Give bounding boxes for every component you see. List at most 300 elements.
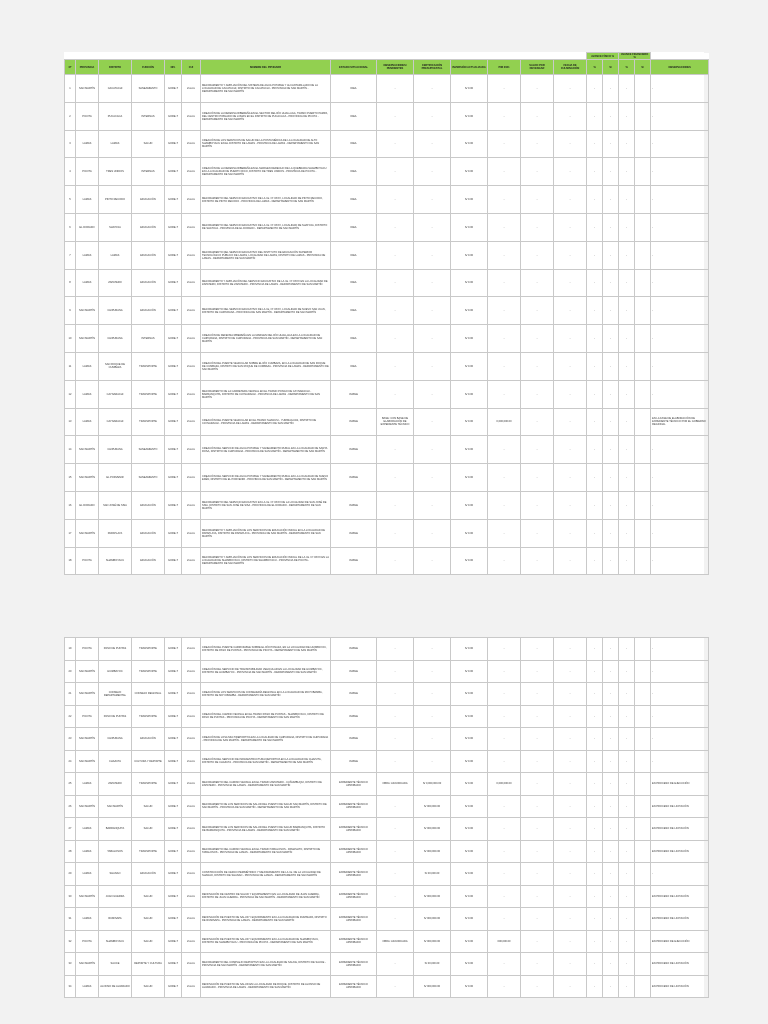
- table-cell: EXPEDIENTE TÉCNICO APROBADO: [331, 908, 377, 931]
- table-cell: MEJORAMIENTO DEL SERVICIO EDUCATIVO DE LA I.E. Nº 0XXX, LOCALIDAD DE SHATOJA, DISTRITO DE SHATOJA - PROVINCIA DE EL DORADO - DEPARTAMENTO DE SAN MARTÍN: [201, 213, 331, 241]
- table-cell: -: [377, 325, 414, 353]
- table-cell: -: [377, 638, 414, 661]
- table-cell: 2xxxxx: [182, 818, 201, 841]
- table-cell: CREACIÓN DE LOS SERVICIOS DE SALUD DE LA POSTA MÉDICA DE LA LOCALIDAD DE ALTO SHAMBOYACU EN EL DISTRITO DE LAMAS - PROVINCIA DE LAMAS - DEPARTAMENTO DE SAN MARTÍN: [201, 130, 331, 158]
- table-cell: JUAN GUERRA: [99, 885, 132, 908]
- table-cell: [635, 436, 651, 464]
- table-cell: -: [554, 885, 587, 908]
- table-cell: 29: [65, 863, 76, 886]
- table-cell: 2xxxxx: [182, 491, 201, 519]
- table-cell: -: [603, 436, 619, 464]
- table-cell: -: [619, 241, 635, 269]
- table-cell: GORE-T: [165, 953, 182, 976]
- table-cell: VIABLE: [331, 660, 377, 683]
- table-cell: EXPEDIENTE TÉCNICO APROBADO: [331, 795, 377, 818]
- table-cell: DEPORTE Y CULTURA: [132, 953, 165, 976]
- table-cell: GORE-T: [165, 519, 182, 547]
- table-cell: -: [587, 213, 603, 241]
- table-cell: [635, 241, 651, 269]
- table-cell: -: [554, 773, 587, 796]
- table-cell: RUMISAPA: [99, 908, 132, 931]
- table-cell: GORE-T: [165, 818, 182, 841]
- table-cell: -: [414, 352, 451, 380]
- table-cell: -: [414, 519, 451, 547]
- table-cell: PAPAPLAYA: [99, 519, 132, 547]
- table-cell: -: [488, 130, 521, 158]
- column-header: %: [587, 60, 603, 75]
- table-cell: -: [521, 241, 554, 269]
- table-cell: -: [619, 352, 635, 380]
- table-cell: -: [521, 547, 554, 575]
- table-cell: BASE: CON BASE DE ELABORACIÓN DE EXPEDIENTE TÉCNICO: [377, 408, 414, 436]
- column-header: ESTADO SITUACIONAL: [331, 60, 377, 75]
- table-cell: GORE-T: [165, 325, 182, 353]
- table-cell: 24: [65, 750, 76, 773]
- table-cell: -: [651, 352, 709, 380]
- table-cell: -: [587, 464, 603, 492]
- table-cell: -: [488, 325, 521, 353]
- table-cell: -: [603, 186, 619, 214]
- table-cell: [635, 547, 651, 575]
- table-cell: -: [377, 519, 414, 547]
- table-cell: -: [554, 241, 587, 269]
- table-cell: MEJORAMIENTO Y AMPLIACIÓN DEL SERVICIO EDUCATIVO DE LA I.E. Nº 0XXX EN LA LOCALIDAD DE ZAPATERO, DISTRITO DE ZAPATERO - PROVINCIA DE LAMAS - DEPARTAMENTO DE SAN MARTÍN: [201, 269, 331, 297]
- table-cell: -: [554, 464, 587, 492]
- table-cell: [635, 519, 651, 547]
- table-cell: -: [488, 491, 521, 519]
- table-cell: -: [554, 863, 587, 886]
- table-cell: -: [414, 638, 451, 661]
- table-cell: -: [619, 464, 635, 492]
- table-cell: -: [651, 325, 709, 353]
- table-cell: -: [603, 130, 619, 158]
- table-cell: -: [603, 908, 619, 931]
- table-cell: 2xxxxx: [182, 408, 201, 436]
- table-cell: SHAMBOYACU: [99, 930, 132, 953]
- table-row: [65, 158, 709, 186]
- table-cell: -: [414, 325, 451, 353]
- table-cell: -: [554, 213, 587, 241]
- table-row: [65, 352, 709, 380]
- table-cell: EN PROCESO DE LICITACIÓN: [651, 840, 709, 863]
- table-cell: GORE-T: [165, 241, 182, 269]
- table-cell: 5: [65, 186, 76, 214]
- table-cell: -: [619, 885, 635, 908]
- table-cell: -: [414, 491, 451, 519]
- table-cell: MEJORAMIENTO Y AMPLIACIÓN DE LOS SERVICIOS DE EDUCACIÓN INICIAL DE LA I.E. Nº 0XXX EN LA LOCALIDAD DE SHAMBOYACU, DISTRITO DE SHAMBOYACU - PROVINCIA DE PICOTA - DEPARTAMENTO DE SAN MARTÍN: [201, 547, 331, 575]
- table-cell: -: [377, 158, 414, 186]
- column-header: CERTIFICACIÓN PRESUPUESTAL: [414, 60, 451, 75]
- table-cell: 26: [65, 795, 76, 818]
- table-cell: -: [587, 908, 603, 931]
- table-cell: 000,000.00: [488, 930, 521, 953]
- table-cell: -: [619, 975, 635, 998]
- table-cell: EDUCACIÓN: [132, 491, 165, 519]
- table-row: [65, 102, 709, 130]
- table-cell: -: [619, 930, 635, 953]
- table-cell: GORE-T: [165, 408, 182, 436]
- table-row: [65, 773, 709, 796]
- table-cell: 2xxxxx: [182, 683, 201, 706]
- table-cell: CREACIÓN DE LOSA MULTIDEPORTIVA EN LA LOCALIDAD DE CHIPURANA, DISTRITO DE CHIPURANA - PROVINCIA DE SAN MARTÍN - DEPARTAMENTO DE SAN MARTÍN: [201, 728, 331, 751]
- table-cell: -: [619, 953, 635, 976]
- table-cell: SAN MARTÍN: [76, 728, 99, 751]
- table-cell: SALUD: [132, 930, 165, 953]
- table-row: [65, 975, 709, 998]
- table-cell: -: [554, 840, 587, 863]
- table-cell: -: [587, 241, 603, 269]
- table-cell: -: [488, 158, 521, 186]
- table-cell: -: [414, 241, 451, 269]
- table-cell: SHANAO: [99, 863, 132, 886]
- table-cell: -: [619, 75, 635, 103]
- table-cell: 7: [65, 241, 76, 269]
- table-cell: -: [651, 638, 709, 661]
- table-cell: S/ 000,000.00: [414, 930, 451, 953]
- table-cell: -: [554, 953, 587, 976]
- table-cell: 2xxxxx: [182, 728, 201, 751]
- table-cell: -: [377, 863, 414, 886]
- table-cell: VIABLE: [331, 728, 377, 751]
- table-cell: [635, 408, 651, 436]
- table-cell: TRES UNIDOS: [99, 158, 132, 186]
- table-cell: -: [587, 638, 603, 661]
- table-cell: -: [619, 863, 635, 886]
- table-cell: [635, 158, 651, 186]
- table-cell: EXPEDIENTE TÉCNICO APROBADO: [331, 975, 377, 998]
- table-cell: 25: [65, 773, 76, 796]
- table-cell: -: [619, 102, 635, 130]
- table-cell: -: [521, 773, 554, 796]
- table-cell: VIABLE: [331, 705, 377, 728]
- table-cell: 22: [65, 705, 76, 728]
- table-cell: 2: [65, 102, 76, 130]
- table-cell: -: [414, 213, 451, 241]
- table-row: [65, 683, 709, 706]
- table-cell: CAYNARACHI: [99, 380, 132, 408]
- table-cell: 12: [65, 380, 76, 408]
- table-cell: -: [603, 683, 619, 706]
- table-cell: -: [587, 750, 603, 773]
- table-cell: -: [587, 519, 603, 547]
- table-cell: S/ 0.00: [451, 773, 488, 796]
- header-avance-financiero: AVANCE FINANCIERO %: [619, 53, 651, 60]
- table-cell: GORE-T: [165, 840, 182, 863]
- table-cell: CREACIÓN DE LA DEFENSA RIBEREÑA EN EL SECTOR DEL RÍO HUALLAGA, TRAMO PUERTO PAMPA, DEL CENTRO POBLADO DE LOMAS EN EL DISTRITO DE PUCACACA - PROVINCIA DE PICOTA - DEPARTAMENTO DE SAN MARTÍN: [201, 102, 331, 130]
- table-cell: [635, 464, 651, 492]
- table-cell: GORE-T: [165, 660, 182, 683]
- table-cell: -: [377, 297, 414, 325]
- table-cell: -: [488, 102, 521, 130]
- table-cell: -: [603, 380, 619, 408]
- table-cell: -: [554, 380, 587, 408]
- table-cell: -: [587, 975, 603, 998]
- table-cell: -: [414, 158, 451, 186]
- table-cell: -: [619, 795, 635, 818]
- table-cell: [635, 840, 651, 863]
- column-header: DISTRITO: [99, 60, 132, 75]
- table-cell: 13: [65, 408, 76, 436]
- table-cell: GORE-T: [165, 750, 182, 773]
- table-cell: -: [377, 380, 414, 408]
- table-cell: VIABLE: [331, 638, 377, 661]
- table-cell: -: [377, 547, 414, 575]
- table-cell: -: [587, 863, 603, 886]
- table-cell: -: [651, 728, 709, 751]
- column-header: PROVINCIA: [76, 60, 99, 75]
- table-cell: GORE-T: [165, 186, 182, 214]
- table-body-page-2: [65, 638, 709, 998]
- table-cell: 2xxxxx: [182, 325, 201, 353]
- table-cell: 2xxxxx: [182, 380, 201, 408]
- table-cell: -: [619, 436, 635, 464]
- table-cell: LAMAS: [76, 380, 99, 408]
- table-cell: -: [587, 436, 603, 464]
- table-cell: S/ 0.00: [451, 213, 488, 241]
- table-cell: CREACIÓN DE LA DEFENSA RIBEREÑA EN EL MARGEN DERECHO DE LA QUEBRADA SHAMBOYACU EN LA LOCALIDAD DE PUERTO RICO, DISTRITO DE TRES UNIDOS - PROVINCIA DE PICOTA - DEPARTAMENTO DE SAN MARTÍN: [201, 158, 331, 186]
- table-cell: -: [619, 380, 635, 408]
- table-row: [65, 213, 709, 241]
- table-cell: 2xxxxx: [182, 269, 201, 297]
- table-cell: VIABLE: [331, 750, 377, 773]
- table-cell: PICOTA: [76, 930, 99, 953]
- table-cell: PASO DE PUNTAS: [99, 705, 132, 728]
- table-cell: -: [603, 75, 619, 103]
- table-cell: HUIMBAYOC: [99, 660, 132, 683]
- table-cell: CACATACHI: [99, 75, 132, 103]
- table-cell: [635, 352, 651, 380]
- table-cell: -: [587, 380, 603, 408]
- table-cell: LAMAS: [76, 241, 99, 269]
- table-cell: S/ 0.00: [451, 547, 488, 575]
- table-cell: GORE-T: [165, 930, 182, 953]
- column-header: Nº: [65, 60, 76, 75]
- table-cell: [635, 953, 651, 976]
- table-cell: -: [521, 908, 554, 931]
- table-cell: GORE-T: [165, 213, 182, 241]
- table-cell: S/ 0.00: [451, 186, 488, 214]
- table-cell: CREACIÓN DE DEFENSA RIBEREÑA EN LA MARGEN DEL RÍO HUALLAGA EN LA LOCALIDAD DE CHIPURANA, DISTRITO DE CHIPURANA - PROVINCIA DE SAN MARTÍN - DEPARTAMENTO DE SAN MARTÍN: [201, 325, 331, 353]
- table-cell: SAN MARTÍN: [76, 75, 99, 103]
- table-cell: -: [414, 186, 451, 214]
- table-cell: -: [651, 297, 709, 325]
- table-row: [65, 885, 709, 908]
- table-cell: 2xxxxx: [182, 660, 201, 683]
- table-cell: SAN MARTÍN: [76, 519, 99, 547]
- header-spacer: [65, 53, 587, 60]
- table-cell: MEJORAMIENTO DEL CAMINO VECINAL EN EL TRAMO TABALOSOS - PAMASHTO, DISTRITO DE TABALOSOS - PROVINCIA DE LAMAS - DEPARTAMENTO DE SAN MARTÍN: [201, 840, 331, 863]
- table-cell: -: [554, 75, 587, 103]
- table-cell: -: [603, 773, 619, 796]
- table-cell: S/ 0.00: [451, 840, 488, 863]
- table-cell: EXPEDIENTE TÉCNICO APROBADO: [331, 818, 377, 841]
- table-cell: SANEAMIENTO: [132, 75, 165, 103]
- table-cell: SALUD: [132, 908, 165, 931]
- table-cell: GORE-T: [165, 705, 182, 728]
- table-cell: EDUCACIÓN: [132, 863, 165, 886]
- table-cell: -: [414, 464, 451, 492]
- table-cell: -: [587, 840, 603, 863]
- table-cell: -: [377, 660, 414, 683]
- table-row: [65, 325, 709, 353]
- table-cell: SAN MARTÍN: [76, 464, 99, 492]
- table-cell: LAMAS: [76, 352, 99, 380]
- table-cell: -: [587, 728, 603, 751]
- table-cell: -: [377, 102, 414, 130]
- table-cell: GORE-T: [165, 638, 182, 661]
- table-cell: -: [521, 464, 554, 492]
- table-cell: IDEA: [331, 102, 377, 130]
- table-cell: S/ 0.00: [451, 380, 488, 408]
- table-cell: GORE-T: [165, 158, 182, 186]
- table-cell: -: [377, 953, 414, 976]
- table-cell: GORE-T: [165, 773, 182, 796]
- table-cell: PUCACACA: [99, 102, 132, 130]
- table-cell: LAMAS: [76, 186, 99, 214]
- table-cell: S/ 0.00: [451, 408, 488, 436]
- table-cell: -: [651, 102, 709, 130]
- table-cell: INTERNAS: [132, 158, 165, 186]
- table-cell: EDUCACIÓN: [132, 186, 165, 214]
- table-cell: 3: [65, 130, 76, 158]
- table-cell: -: [377, 885, 414, 908]
- table-cell: EN PROCESO DE LICITACIÓN: [651, 885, 709, 908]
- table-cell: [635, 683, 651, 706]
- table-row: [65, 186, 709, 214]
- table-row: [65, 818, 709, 841]
- table-cell: -: [554, 638, 587, 661]
- table-cell: CAYNARACHI: [99, 408, 132, 436]
- table-cell: 2xxxxx: [182, 241, 201, 269]
- table-cell: -: [554, 269, 587, 297]
- table-cell: -: [377, 186, 414, 214]
- table-cell: EN PROCESO DE LICITACIÓN: [651, 795, 709, 818]
- column-header: %: [619, 60, 635, 75]
- table-cell: PICOTA: [76, 102, 99, 130]
- table-cell: -: [587, 930, 603, 953]
- table-row: [65, 953, 709, 976]
- table-cell: -: [377, 908, 414, 931]
- table-cell: -: [414, 705, 451, 728]
- table-cell: SALUD: [132, 975, 165, 998]
- table-cell: -: [651, 130, 709, 158]
- table-cell: -: [603, 840, 619, 863]
- table-cell: EXPEDIENTE TÉCNICO APROBADO: [331, 863, 377, 886]
- table-cell: SAN MARTÍN: [76, 750, 99, 773]
- column-header: NOMBRE DEL PIP/IOARR: [201, 60, 331, 75]
- table-cell: 15: [65, 464, 76, 492]
- table-cell: -: [521, 660, 554, 683]
- table-cell: [635, 75, 651, 103]
- table-cell: -: [414, 660, 451, 683]
- table-cell: CONSTRUCCIÓN DE CERCO PERIMÉTRICO Y MEJORAMIENTO DE LA I.E. DE LA LOCALIDAD DE SHANAO, DISTRITO DE SHANAO - PROVINCIA DE LAMAS - DEPARTAMENTO DE SAN MARTÍN: [201, 863, 331, 886]
- table-cell: -: [554, 186, 587, 214]
- table-row: [65, 660, 709, 683]
- table-cell: -: [587, 953, 603, 976]
- table-cell: MEJORAMIENTO Y AMPLIACIÓN DE LOS SERVICIOS DE EDUCACIÓN INICIAL EN LA LOCALIDAD DE PAPAPLAYA, DISTRITO DE PAPAPLAYA - PROVINCIA DE SAN MARTÍN - DEPARTAMENTO DE SAN MARTÍN: [201, 519, 331, 547]
- table-cell: PICOTA: [76, 638, 99, 661]
- table-cell: -: [377, 269, 414, 297]
- table-cell: [635, 491, 651, 519]
- table-cell: -: [414, 683, 451, 706]
- table-cell: GORE-T: [165, 269, 182, 297]
- table-cell: EN PROCESO DE EJECUCIÓN: [651, 930, 709, 953]
- column-header: S/: [635, 60, 651, 75]
- table-cell: GORE-T: [165, 436, 182, 464]
- table-row: [65, 728, 709, 751]
- table-cell: [635, 885, 651, 908]
- table-cell: -: [414, 297, 451, 325]
- table-cell: GORE-T: [165, 863, 182, 886]
- table-cell: -: [619, 818, 635, 841]
- table-row: [65, 408, 709, 436]
- table-cell: VIABLE: [331, 436, 377, 464]
- table-cell: -: [554, 519, 587, 547]
- table-cell: -: [554, 130, 587, 158]
- table-cell: -: [619, 408, 635, 436]
- column-header: SALDO POR DEVENGAR: [521, 60, 554, 75]
- table-cell: 10: [65, 325, 76, 353]
- table-cell: -: [651, 241, 709, 269]
- column-header: NIV.: [165, 60, 182, 75]
- table-cell: -: [521, 408, 554, 436]
- table-cell: IDEA: [331, 297, 377, 325]
- table-cell: -: [488, 683, 521, 706]
- table-cell: -: [651, 660, 709, 683]
- table-cell: MEJORAMIENTO DEL SERVICIO EDUCATIVO EN LA I.E. Nº 0XXX DE LA LOCALIDAD DE SAN JOSÉ DE SISA, DISTRITO DE SAN JOSÉ DE SISA - PROVINCIA DE EL DORADO - DEPARTAMENTO DE SAN MARTÍN: [201, 491, 331, 519]
- table-cell: EDUCACIÓN: [132, 519, 165, 547]
- table-cell: 9: [65, 297, 76, 325]
- table-cell: -: [603, 885, 619, 908]
- table-cell: GORE-T: [165, 885, 182, 908]
- table-cell: S/ 0.00: [451, 464, 488, 492]
- table-cell: S/ 0,000,000.00: [414, 773, 451, 796]
- table-cell: -: [587, 491, 603, 519]
- table-cell: S/ 0.00: [451, 436, 488, 464]
- table-cell: EXPEDIENTE TÉCNICO APROBADO: [331, 773, 377, 796]
- table-cell: MEJORAMIENTO DEL COMPLEJO DEPORTIVO EN LA LOCALIDAD DE SAUCE, DISTRITO DE SAUCE - PROVINCIA DE SAN MARTÍN - DEPARTAMENTO DE SAN MARTÍN: [201, 953, 331, 976]
- table-cell: -: [377, 130, 414, 158]
- table-cell: S/ 0.00: [451, 728, 488, 751]
- table-cell: -: [377, 705, 414, 728]
- table-cell: CREACIÓN DEL CAMINO VECINAL EN EL TRAMO PASO DE PUNTAS - SHAMBOYACU, DISTRITO DE PASO DE PUNTAS - PROVINCIA DE PICOTA - DEPARTAMENTO DE SAN MARTÍN: [201, 705, 331, 728]
- table-cell: CREACIÓN DEL SERVICIO DE TRANSITABILIDAD VEHICULAR EN LA LOCALIDAD DE HUIMBAYOC, DISTRITO DE HUIMBAYOC - PROVINCIA DE SAN MARTÍN - DEPARTAMENTO DE SAN MARTÍN: [201, 660, 331, 683]
- table-cell: TRANSPORTE: [132, 660, 165, 683]
- column-header: OBSERVACIONES: [651, 60, 709, 75]
- table-cell: [635, 795, 651, 818]
- table-cell: CREACIÓN DEL PUENTE CARROZABLE SOBRE EL RÍO PONAZA, EN LA LOCALIDAD DE HUIMBAYOC, DISTRITO DE PASO DE PUNTAS - PROVINCIA DE PICOTA - DEPARTAMENTO DE SAN MARTÍN: [201, 638, 331, 661]
- table-cell: -: [488, 660, 521, 683]
- table-cell: SAN MARTÍN: [76, 953, 99, 976]
- table-cell: -: [651, 683, 709, 706]
- table-cell: -: [488, 547, 521, 575]
- table-cell: [635, 297, 651, 325]
- table-cell: -: [521, 75, 554, 103]
- table-cell: -: [488, 705, 521, 728]
- table-cell: [635, 975, 651, 998]
- table-cell: GORE-T: [165, 352, 182, 380]
- table-cell: MEJORAMIENTO DE LOS SERVICIOS DE SALUD DEL PUESTO DE SALUD BARRANQUITA, DISTRITO DE BARRANQUITA - PROVINCIA DE LAMAS - DEPARTAMENTO DE SAN MARTÍN: [201, 818, 331, 841]
- table-cell: CREACIÓN DEL SERVICIO DE AGUA POTABLE Y SANEAMIENTO RURAL EN LA LOCALIDAD DE SANTA ROSA, DISTRITO DE CHIPURANA - PROVINCIA DE SAN MARTÍN - DEPARTAMENTO DE SAN MARTÍN: [201, 436, 331, 464]
- table-cell: -: [587, 795, 603, 818]
- table-cell: VIABLE: [331, 519, 377, 547]
- table-cell: -: [603, 975, 619, 998]
- table-cell: CONSEJO REGIONAL: [132, 683, 165, 706]
- table-cell: -: [377, 975, 414, 998]
- table-cell: -: [488, 380, 521, 408]
- table-cell: -: [414, 102, 451, 130]
- table-cell: [635, 863, 651, 886]
